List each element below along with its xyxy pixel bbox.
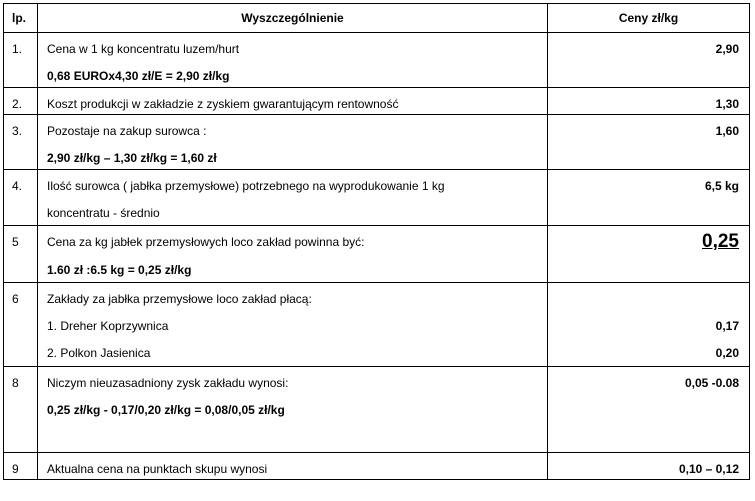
table-row (4, 115, 750, 170)
row-number: 3. (4, 115, 38, 170)
table-row (4, 88, 750, 115)
row-number: 9 (4, 453, 38, 480)
row-line: koncentratu - średnio (47, 206, 160, 220)
row-line: 1. Dreher Koprzywnica (47, 319, 169, 333)
row-price: 1,30 (548, 88, 750, 115)
row-line: Niczym nieuzasadniony zysk zakładu wynosi: (47, 376, 289, 390)
row-price: 0,10 – 0,12 (548, 453, 750, 480)
row-price: 0,25 (548, 226, 750, 283)
row-line: Aktualna cena na punktach skupu wynosi (47, 462, 268, 476)
row-price: 1,60 (548, 115, 750, 170)
header-description: Wyszczególnienie (38, 4, 548, 33)
row-number: 6 (4, 283, 38, 367)
row-number: 1. (4, 33, 38, 88)
row-line: Cena za kg jabłek przemysłowych loco zakład powinna być: (47, 235, 365, 249)
row-description (38, 115, 548, 170)
row-description (38, 170, 548, 226)
row-formula: 0,68 EUROx4,30 zł/E = 2,90 zł/kg (47, 69, 230, 83)
row-line: Ilość surowca ( jabłka przemysłowe) potrzebnego na wyprodukowanie 1 kg (47, 179, 445, 193)
row-description (38, 226, 548, 283)
row-description (38, 33, 548, 88)
table-row (4, 283, 750, 367)
header-lp: lp. (4, 4, 38, 33)
row-price: 2,90 (548, 33, 750, 88)
row-price: 0,05 -0.08 (548, 367, 750, 453)
row-description (38, 453, 548, 480)
row-line: Pozostaje na zakup surowca : (47, 124, 207, 138)
price-table (3, 3, 750, 480)
row-number: 4. (4, 170, 38, 226)
row-number: 8 (4, 367, 38, 453)
row-formula: 2,90 zł/kg – 1,30 zł/kg = 1,60 zł (47, 151, 217, 165)
row-description (38, 88, 548, 115)
row-formula: 0,25 zł/kg - 0,17/0,20 zł/kg = 0,08/0,05 zł/kg (47, 403, 285, 417)
row-line: Koszt produkcji w zakładzie z zyskiem gwarantującym rentowność (47, 97, 399, 111)
row-price: 0,17 0,20 (548, 283, 750, 367)
row-number: 5 (4, 226, 38, 283)
row-line: Cena w 1 kg koncentratu luzem/hurt (47, 42, 240, 56)
table-row (4, 33, 750, 88)
header-price: Ceny zł/kg (548, 4, 750, 33)
header-row (4, 4, 750, 33)
table-row (4, 226, 750, 283)
table-row (4, 453, 750, 480)
row-formula: 1.60 zł :6.5 kg = 0,25 zł/kg (47, 263, 192, 277)
row-number: 2. (4, 88, 38, 115)
row-description (38, 367, 548, 453)
table-row (4, 170, 750, 226)
row-price: 6,5 kg (548, 170, 750, 226)
row-line: Zakłady za jabłka przemysłowe loco zakład płacą: (47, 292, 312, 306)
row-description (38, 283, 548, 367)
table-row (4, 367, 750, 453)
row-line: 2. Polkon Jasienica (47, 346, 151, 360)
